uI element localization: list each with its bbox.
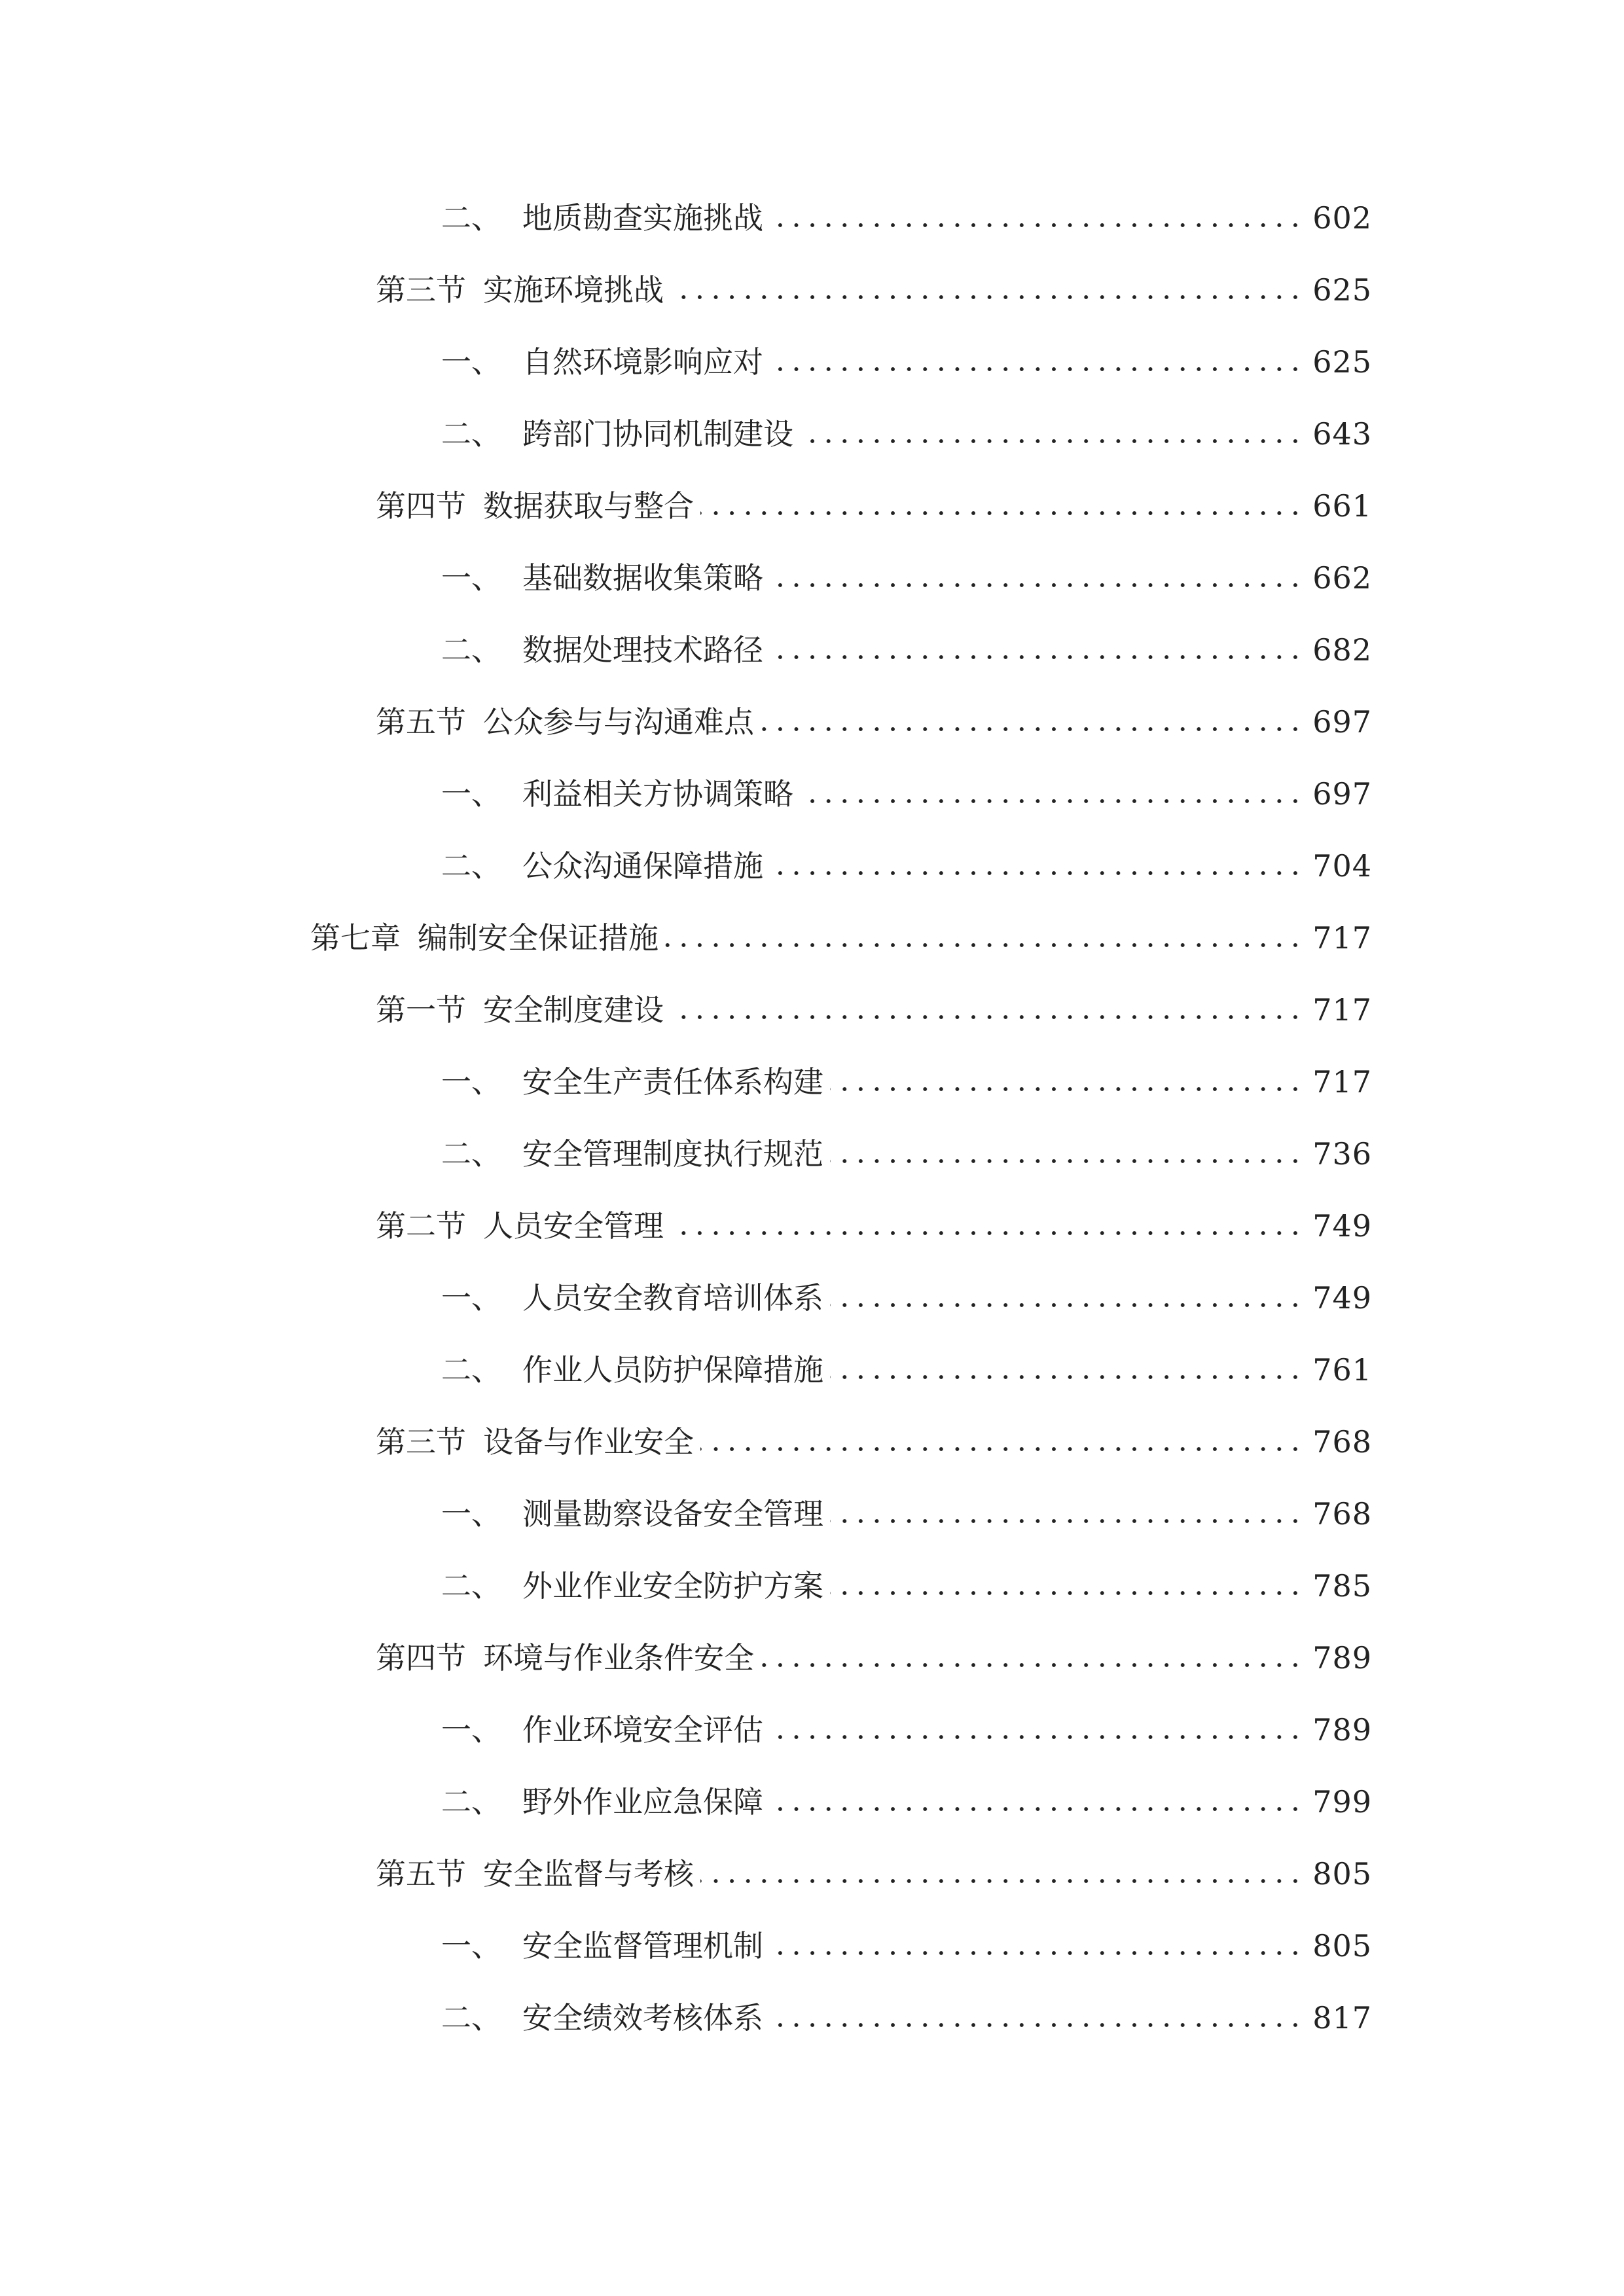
toc-dot-leader [670, 1230, 1303, 1236]
toc-entry-subitem[interactable] [441, 771, 1372, 817]
toc-entry-page-number: 717 [1312, 992, 1372, 1028]
toc-entry-number: 二、 [441, 2000, 501, 2036]
toc-entry-number: 二、 [441, 1784, 501, 1820]
toc-entry-subitem[interactable] [441, 411, 1372, 457]
toc-entry-title: 外业作业安全防护方案 [522, 1568, 823, 1604]
toc-entry-section[interactable] [376, 1203, 1372, 1249]
toc-dot-leader [700, 1878, 1303, 1884]
toc-entry-page-number: 717 [1312, 920, 1372, 956]
toc-entry-number: 二、 [441, 848, 501, 884]
toc-entry-subitem[interactable] [441, 1707, 1372, 1753]
toc-entry-number: 第七章 [310, 920, 401, 956]
toc-entry-subitem[interactable] [441, 195, 1372, 241]
toc-entry-number: 第四节 [376, 488, 466, 524]
toc-entry-title: 安全制度建设 [483, 992, 664, 1028]
toc-entry-page-number: 785 [1312, 1568, 1372, 1604]
toc-entry-page-number: 768 [1312, 1424, 1372, 1460]
toc-entry-page-number: 749 [1312, 1208, 1372, 1244]
toc-dot-leader [770, 1734, 1303, 1740]
toc-entry-subitem[interactable] [441, 1059, 1372, 1105]
toc-entry-number: 二、 [441, 416, 501, 452]
toc-entry-page-number: 602 [1312, 200, 1372, 236]
toc-dot-leader [830, 1086, 1303, 1092]
toc-entry-number: 二、 [441, 1568, 501, 1604]
toc-entry-page-number: 697 [1312, 776, 1372, 812]
toc-entry-number: 二、 [441, 632, 501, 668]
toc-dot-leader [770, 654, 1303, 660]
toc-dot-leader [770, 582, 1303, 588]
toc-entry-page-number: 661 [1312, 488, 1372, 524]
toc-entry-subitem[interactable] [441, 1347, 1372, 1393]
toc-dot-leader [770, 2022, 1303, 2028]
toc-dot-leader [830, 1302, 1303, 1308]
toc-entry-number: 二、 [441, 200, 501, 236]
toc-entry-title: 地质勘查实施挑战 [522, 200, 763, 236]
toc-dot-leader [770, 222, 1303, 228]
toc-dot-leader [700, 510, 1303, 516]
toc-entry-page-number: 799 [1312, 1784, 1372, 1820]
toc-entry-page-number: 736 [1312, 1136, 1372, 1172]
toc-entry-subitem[interactable] [441, 1779, 1372, 1825]
toc-dot-leader [670, 294, 1303, 300]
toc-entry-page-number: 704 [1312, 848, 1372, 884]
toc-entry-title: 数据获取与整合 [483, 488, 694, 524]
toc-entry-title: 自然环境影响应对 [522, 344, 763, 380]
toc-entry-subitem[interactable] [441, 1131, 1372, 1177]
toc-entry-section[interactable] [376, 267, 1372, 313]
toc-entry-subitem[interactable] [441, 843, 1372, 889]
toc-dot-leader [761, 1662, 1303, 1668]
toc-entry-number: 一、 [441, 560, 501, 596]
toc-entry-page-number: 662 [1312, 560, 1372, 596]
toc-entry-number: 第五节 [376, 1856, 466, 1892]
toc-entry-number: 一、 [441, 1712, 501, 1748]
toc-entry-title: 数据处理技术路径 [522, 632, 763, 668]
toc-dot-leader [830, 1590, 1303, 1596]
toc-entry-page-number: 643 [1312, 416, 1372, 452]
toc-entry-title: 安全生产责任体系构建 [522, 1064, 823, 1100]
toc-entry-page-number: 805 [1312, 1856, 1372, 1892]
toc-dot-leader [800, 798, 1303, 804]
toc-entry-number: 二、 [441, 1136, 501, 1172]
toc-dot-leader [830, 1374, 1303, 1380]
toc-entry-page-number: 682 [1312, 632, 1372, 668]
toc-entry-number: 一、 [441, 1064, 501, 1100]
toc-entry-subitem[interactable] [441, 1563, 1372, 1609]
toc-entry-subitem[interactable] [441, 1923, 1372, 1969]
toc-entry-title: 基础数据收集策略 [522, 560, 763, 596]
toc-entry-title: 安全管理制度执行规范 [522, 1136, 823, 1172]
toc-entry-title: 公众参与与沟通难点 [483, 704, 754, 740]
toc-entry-title: 人员安全管理 [483, 1208, 664, 1244]
toc-entry-page-number: 817 [1312, 2000, 1372, 2036]
toc-entry-title: 安全绩效考核体系 [522, 2000, 763, 2036]
toc-entry-number: 一、 [441, 344, 501, 380]
toc-entry-section[interactable] [376, 1851, 1372, 1897]
toc-entry-number: 一、 [441, 1928, 501, 1964]
toc-entry-title: 公众沟通保障措施 [522, 848, 763, 884]
toc-entry-number: 二、 [441, 1352, 501, 1388]
toc-dot-leader [761, 726, 1303, 732]
toc-entry-number: 第四节 [376, 1640, 466, 1676]
toc-entry-number: 第五节 [376, 704, 466, 740]
toc-entry-section[interactable] [376, 987, 1372, 1033]
toc-entry-title: 实施环境挑战 [483, 272, 664, 308]
toc-entry-page-number: 625 [1312, 344, 1372, 380]
toc-entry-section[interactable] [376, 483, 1372, 529]
toc-entry-subitem[interactable] [441, 555, 1372, 601]
toc-entry-number: 一、 [441, 1280, 501, 1316]
toc-entry-page-number: 717 [1312, 1064, 1372, 1100]
toc-entry-number: 一、 [441, 1496, 501, 1532]
toc-entry-subitem[interactable] [441, 1491, 1372, 1537]
toc-entry-title: 编制安全保证措施 [418, 920, 659, 956]
toc-entry-title: 作业人员防护保障措施 [522, 1352, 823, 1388]
toc-entry-page-number: 749 [1312, 1280, 1372, 1316]
toc-dot-leader [700, 1446, 1303, 1452]
toc-entry-subitem[interactable] [441, 339, 1372, 385]
toc-dot-leader [800, 438, 1303, 444]
toc-dot-leader [770, 1950, 1303, 1956]
toc-entry-title: 野外作业应急保障 [522, 1784, 763, 1820]
toc-entry-number: 一、 [441, 776, 501, 812]
toc-entry-section[interactable] [376, 1419, 1372, 1465]
toc-entry-title: 作业环境安全评估 [522, 1712, 763, 1748]
toc-entry-number: 第二节 [376, 1208, 466, 1244]
toc-entry-number: 第三节 [376, 1424, 466, 1460]
toc-dot-leader [830, 1158, 1303, 1164]
toc-entry-page-number: 789 [1312, 1712, 1372, 1748]
toc-entry-subitem[interactable] [441, 627, 1372, 673]
toc-entry-title: 安全监督与考核 [483, 1856, 694, 1892]
toc-entry-subitem[interactable] [441, 1275, 1372, 1321]
toc-dot-leader [670, 1014, 1303, 1020]
toc-entry-page-number: 697 [1312, 704, 1372, 740]
toc-entry-title: 利益相关方协调策略 [522, 776, 793, 812]
toc-dot-leader [830, 1518, 1303, 1524]
toc-entry-title: 测量勘察设备安全管理 [522, 1496, 823, 1532]
toc-entry-page-number: 768 [1312, 1496, 1372, 1532]
toc-entry-number: 第三节 [376, 272, 466, 308]
toc-entry-page-number: 625 [1312, 272, 1372, 308]
toc-entry-title: 跨部门协同机制建设 [522, 416, 793, 452]
toc-dot-leader [770, 366, 1303, 372]
toc-entry-section[interactable] [376, 1635, 1372, 1681]
toc-entry-chapter[interactable] [310, 915, 1372, 961]
toc-entry-title: 安全监督管理机制 [522, 1928, 763, 1964]
toc-entry-page-number: 805 [1312, 1928, 1372, 1964]
toc-entry-title: 环境与作业条件安全 [483, 1640, 754, 1676]
toc-entry-title: 人员安全教育培训体系 [522, 1280, 823, 1316]
toc-entry-number: 第一节 [376, 992, 466, 1028]
toc-dot-leader [665, 942, 1303, 948]
toc-entry-title: 设备与作业安全 [483, 1424, 694, 1460]
toc-dot-leader [770, 1806, 1303, 1812]
toc-entry-section[interactable] [376, 699, 1372, 745]
toc-entry-subitem[interactable] [441, 1995, 1372, 2041]
toc-entry-page-number: 761 [1312, 1352, 1372, 1388]
toc-dot-leader [770, 870, 1303, 876]
toc-entry-page-number: 789 [1312, 1640, 1372, 1676]
